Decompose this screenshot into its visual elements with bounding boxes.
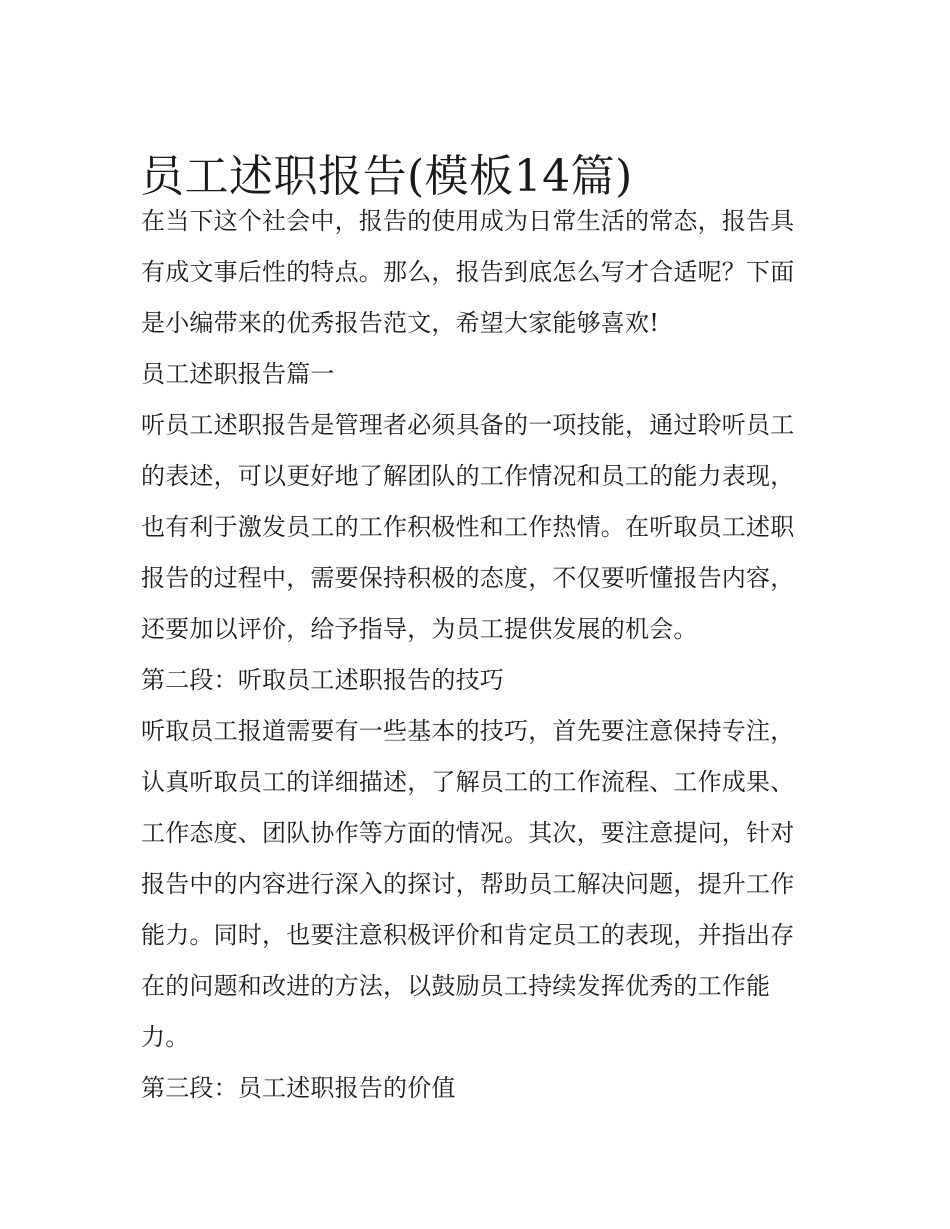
intro-paragraph: 在当下这个社会中，报告的使用成为日常生活的常态，报告具有成文事后性的特点。那么，报告到底怎么写才合适呢？下面是小编带来的优秀报告范文，希望大家能够喜欢! — [141, 207, 795, 337]
section-heading-part-three: 第三段：员工述职报告的价值 — [141, 1074, 456, 1102]
body-paragraph-part-one: 听员工述职报告是管理者必须具备的一项技能，通过聆听员工的表述，可以更好地了解团队的工作情况和员工的能力表现，也有利于激发员工的工作积极性和工作热情。在听取员工述职报告的过程中，需要保持积极的态度，不仅要听懂报告内容，还要加以评价，给予指导，为员工提供发展的机会。 — [141, 411, 795, 643]
document-title: 员工述职报告(模板14篇) — [140, 151, 633, 203]
section-heading-part-two: 第二段：听取员工述职报告的技巧 — [141, 666, 504, 694]
section-heading-part-one: 员工述职报告篇一 — [141, 360, 335, 388]
document-body — [141, 196, 813, 1114]
body-paragraph-part-two: 听取员工报道需要有一些基本的技巧，首先要注意保持专注，认真听取员工的详细描述，了解员工的工作流程、工作成果、工作态度、团队协作等方面的情况。其次，要注意提问，针对报告中的内容进行深入的探讨，帮助员工解决问题，提升工作能力。同时，也要注意积极评价和肯定员工的表现，并指出存在的问题和改进的方法，以鼓励员工持续发挥优秀的工作能力。 — [141, 717, 795, 1051]
